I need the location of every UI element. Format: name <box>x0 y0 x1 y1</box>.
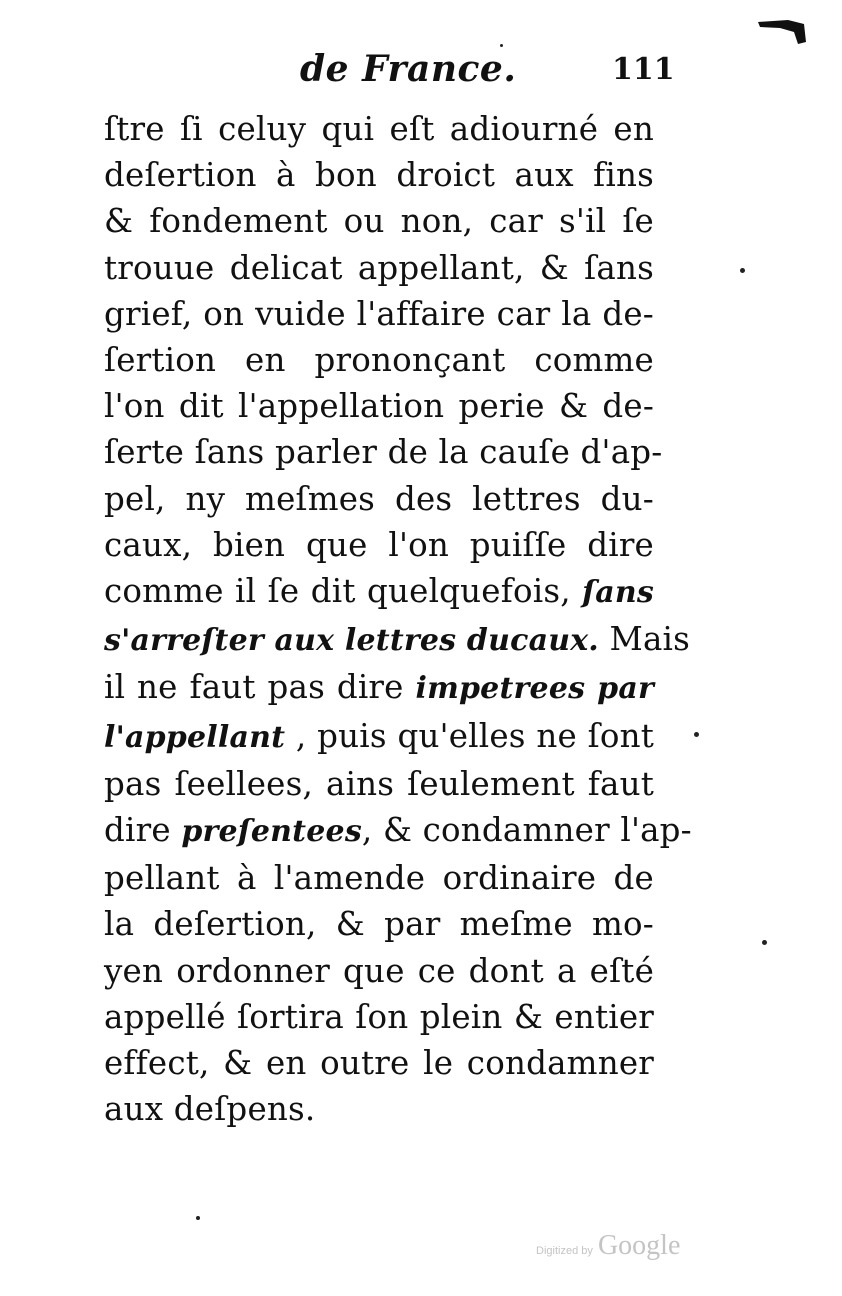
page-number: 111 <box>612 52 675 87</box>
text-line <box>104 568 654 616</box>
text-line: appellé ſortira ſon plein & entier <box>104 997 654 1036</box>
text-line: grief, on vuide l'affaire car la de- <box>104 294 654 333</box>
page-header <box>300 48 675 98</box>
text-line: & fondement ou non, car s'il ſe <box>104 202 654 241</box>
roman-run: dire <box>104 811 171 850</box>
text-line: ſtre ſi celuy qui eſt adiourné en <box>104 110 654 148</box>
ink-speck <box>694 732 699 737</box>
roman-run: , puis qu'elles ne ſont <box>295 716 655 755</box>
italic-run: l'appellant <box>104 719 286 755</box>
ink-speck <box>762 940 767 945</box>
digitization-watermark <box>536 1230 680 1262</box>
running-head: de France. <box>300 48 517 90</box>
text-line: ſerte ſans parler de la cauſe d'ap- <box>104 433 663 472</box>
text-line: caux, bien que l'on puiſſe dire <box>104 525 654 564</box>
body-text <box>104 106 692 1132</box>
text-line: aux deſpens. <box>104 1090 316 1129</box>
roman-run: Mais <box>609 620 691 659</box>
text-line <box>104 664 654 712</box>
text-line: deſertion à bon droict aux fins <box>104 156 654 195</box>
text-line <box>104 807 692 855</box>
italic-run: preſentees <box>181 814 362 850</box>
watermark-prefix: Digitized by <box>536 1245 593 1257</box>
text-line: la deſertion, & par meſme mo- <box>104 905 654 944</box>
text-line: ſertion en prononçant comme <box>104 341 654 380</box>
text-line: pellant à l'amende ordinaire de <box>104 859 654 898</box>
roman-run: il ne faut pas dire <box>104 668 404 707</box>
italic-run: s'arreſter aux lettres ducaux. <box>104 623 599 659</box>
ink-speck <box>196 1216 200 1220</box>
italic-run: impetrees par <box>415 671 654 707</box>
text-line: l'on dit l'appellation perie & de- <box>104 387 654 426</box>
roman-run: comme il ſe dit quelquefois, <box>104 572 571 611</box>
text-line: yen ordonner que ce dont a eſté <box>104 951 654 990</box>
ink-speck <box>740 268 745 273</box>
roman-run: , & condamner l'ap- <box>361 811 692 850</box>
text-line <box>104 616 691 664</box>
text-line <box>104 713 654 761</box>
text-line: effect, & en outre le condamner <box>104 1044 654 1083</box>
text-line: trouue delicat appellant, & ſans <box>104 248 654 287</box>
watermark-brand: Google <box>597 1230 681 1261</box>
text-line: pas ſeellees, ains ſeulement faut <box>104 764 654 803</box>
corner-ink-mark <box>758 18 806 44</box>
text-line: pel, ny meſmes des lettres du- <box>104 479 654 518</box>
ink-speck <box>500 44 503 47</box>
italic-run: ſans <box>582 575 655 611</box>
